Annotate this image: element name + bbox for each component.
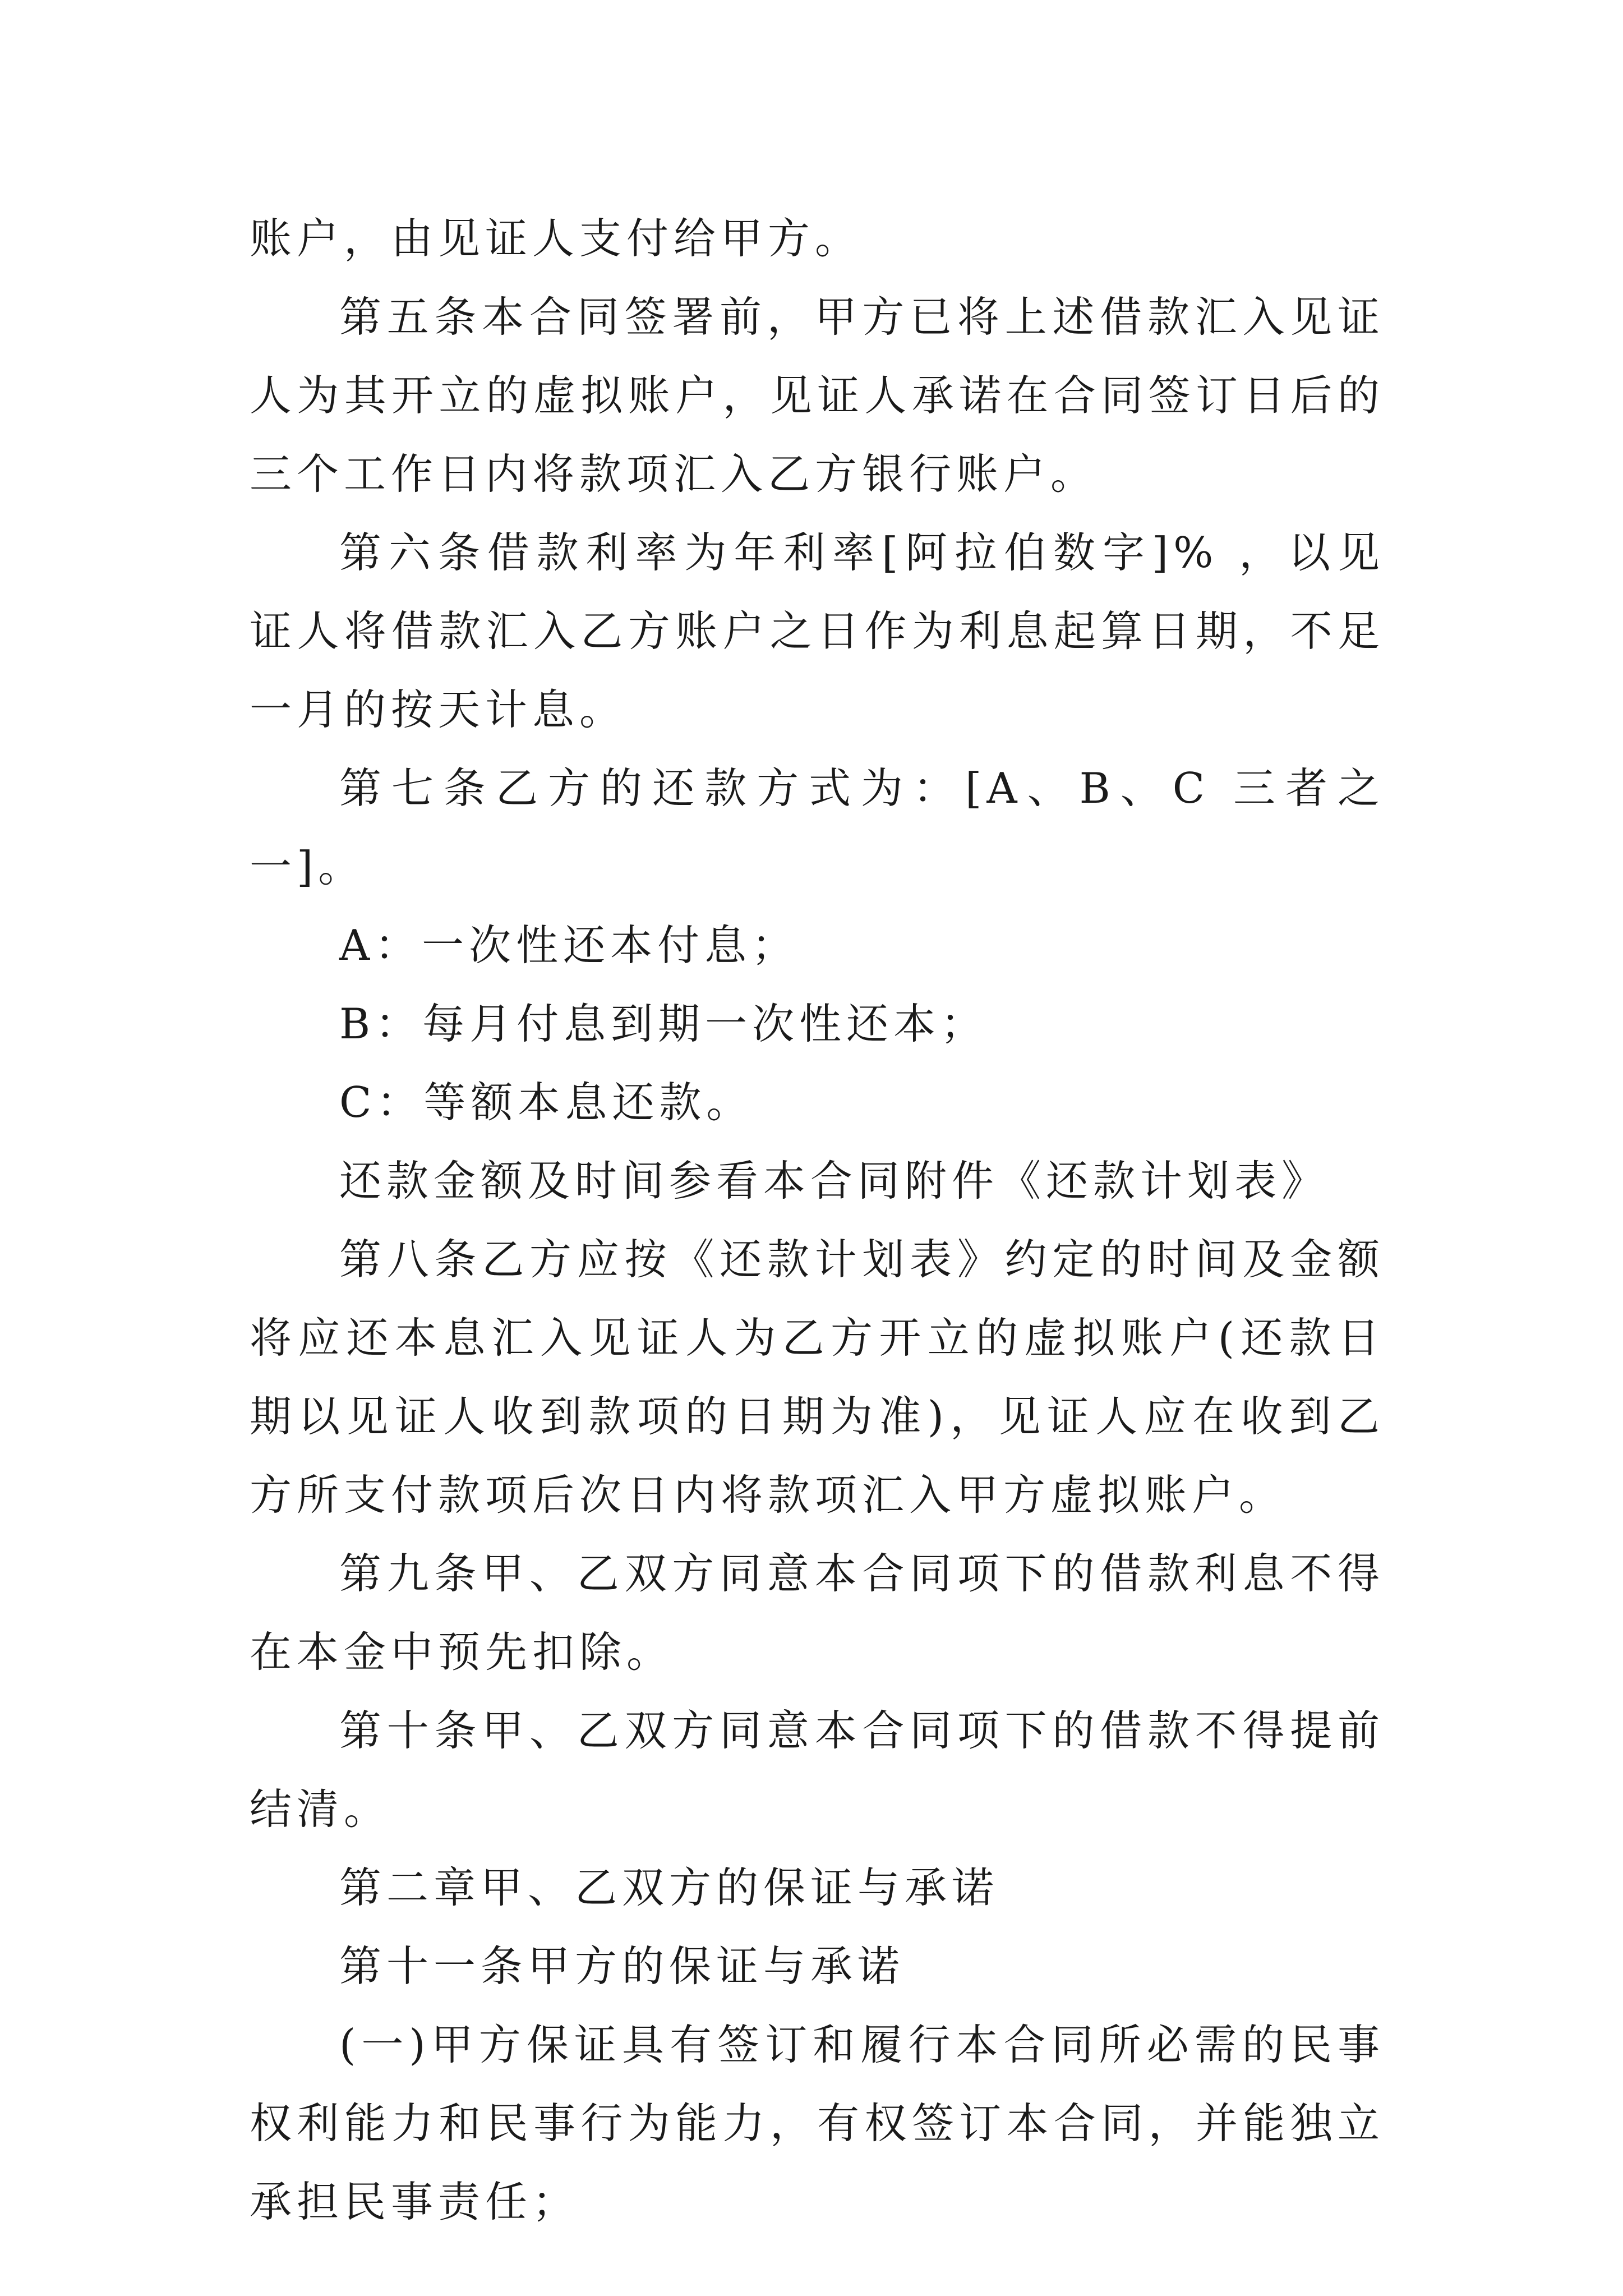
paragraph-article-6: 第六条借款利率为年利率[阿拉伯数字]% ，以见证人将借款汇入乙方账户之日作为利息起算日期，不足一月的按天计息。 <box>250 528 1385 734</box>
paragraph-article-9: 第九条甲、乙双方同意本合同项下的借款利息不得在本金中预先扣除。 <box>250 1549 1385 1677</box>
paragraph-option-c: C：等额本息还款。 <box>339 1078 754 1127</box>
paragraph-article-10: 第十条甲、乙双方同意本合同项下的借款不得提前结清。 <box>250 1706 1385 1834</box>
paragraph-account-continuation: 账户，由见证人支付给甲方。 <box>250 214 863 263</box>
chapter-2-heading: 第二章甲、乙双方的保证与承诺 <box>339 1863 999 1912</box>
paragraph-option-a: A：一次性还本付息； <box>339 921 799 970</box>
document-body <box>250 199 1385 2241</box>
paragraph-article-8: 第八条乙方应按《还款计划表》约定的时间及金额将应还本息汇入见证人为乙方开立的虚拟账户(还款日期以见证人收到款项的日期为准)，见证人应在收到乙方所支付款项后次日内将款项汇入甲方虚拟账户。 <box>250 1235 1385 1520</box>
paragraph-article-7: 第七条乙方的还款方式为：[A、B、C 三者之一]。 <box>250 763 1385 891</box>
paragraph-option-b: B：每月付息到期一次性还本； <box>339 999 988 1048</box>
paragraph-article-5: 第五条本合同签署前，甲方已将上述借款汇入见证人为其开立的虚拟账户，见证人承诺在合同签订日后的三个工作日内将款项汇入乙方银行账户。 <box>250 292 1385 499</box>
paragraph-repayment-schedule-note: 还款金额及时间参看本合同附件《还款计划表》 <box>339 1156 1329 1205</box>
paragraph-article-11-item-1: (一)甲方保证具有签订和履行本合同所必需的民事权利能力和民事行为能力，有权签订本合同，并能独立承担民事责任； <box>250 2020 1385 2226</box>
paragraph-article-11: 第十一条甲方的保证与承诺 <box>339 1941 905 1991</box>
